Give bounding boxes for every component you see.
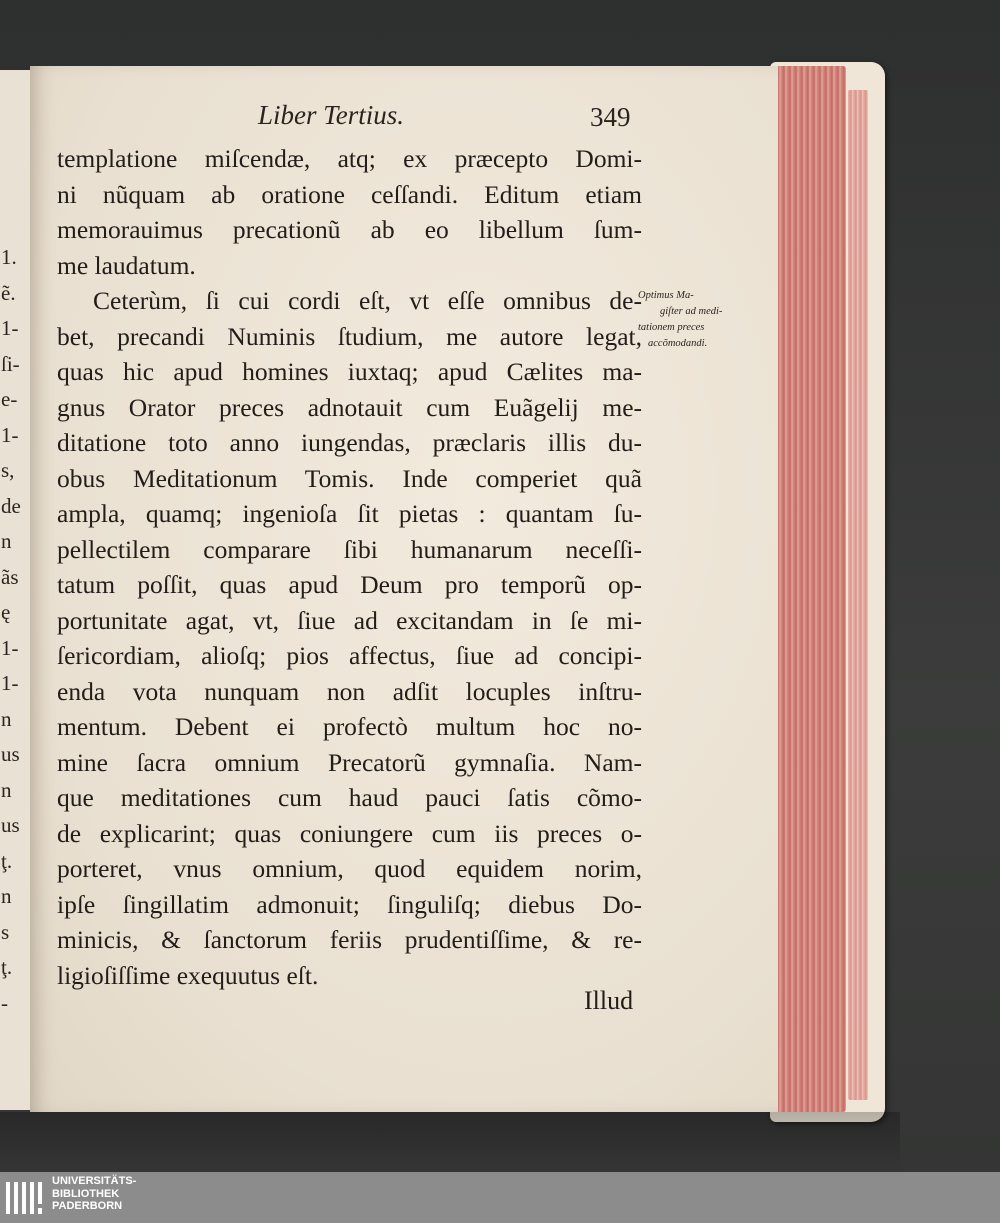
footer-bar [0,1172,1000,1223]
text-line: ſericordiam, alioſq; pios affectus, ſiue ad concipi- [57,641,642,670]
text-line: portunitate agat, vt, ſiue ad excitandam in ſe mi- [57,605,642,635]
marginal-note-line: tationem preces [638,322,705,333]
left-page-fragment: ãs [1,564,19,589]
left-page-fragments [0,240,30,1021]
left-page-fragment: ţ. [1,955,13,979]
left-page-fragment: e- [1,387,18,411]
left-page-fragment: 1- [1,422,19,447]
left-page-fragment: s [1,919,10,944]
left-page-fragment: us [1,813,20,837]
page-shadow [0,1112,900,1172]
marginal-note-line: Optimus Ma- [638,290,694,301]
left-page-fragment: ẽ. [1,280,16,305]
text-line: pellectilem comparare ſibi humanarum neceſſi- [57,534,642,564]
left-page-fragment: 1- [1,316,19,340]
text-line: que meditationes cum haud pauci ſatis cõmo- [57,783,642,812]
text-line: tatum poſſit, quas apud Deum pro temporũ op- [57,570,642,599]
left-page-fragment: n [1,706,12,731]
text-line: ni nũquam ab oratione ceſſandi. Editum etiam [57,179,642,209]
marginal-note-line: giſter ad medi- [660,306,723,317]
text-line: ditatione toto anno iungendas, præclaris illis du- [57,428,642,457]
library-logo-icon [4,1178,48,1218]
left-page-fragment: 1- [1,635,19,660]
text-line: Ceterùm, ſi cui cordi eſt, vt eſſe omnibus de- [93,286,642,315]
left-page-fragment: s, [1,458,15,482]
page-number: 349 [590,102,631,132]
text-line: me laudatum. [57,250,196,280]
text-line: templatione miſcendæ, atq; ex præcepto Domi- [57,144,642,173]
left-page-fragment: n [1,529,12,553]
logo-line: UNIVERSITÄTS- [52,1175,137,1187]
logo-line: BIBLIOTHEK [52,1187,120,1200]
text-line: obus Meditationum Tomis. Inde comperiet quã [57,463,642,493]
logo-line: PADERBORN [52,1200,123,1212]
left-page-fragment: us [1,742,20,766]
text-line: memorauimus precationũ ab eo libellum ſum- [57,215,642,244]
text-line: enda vota nunquam non adſit locuples inſtru- [57,676,642,706]
left-page-fragment: ę [1,600,11,624]
left-page-fragment: - [1,990,8,1015]
red-gilded-edge [776,66,846,1112]
marginal-note [638,288,746,352]
left-page-fragment: 1. [1,245,17,269]
text-line: quas hic apud homines iuxtaq; apud Cælites ma- [57,357,642,386]
page-header [258,100,638,140]
text-line: minicis, & ſanctorum feriis prudentiſſime, & re- [57,925,642,954]
left-page-fragment: ţ. [1,848,13,873]
text-line: mentum. Debent ei profectò multum hoc no- [57,712,642,741]
text-line: ampla, quamq; ingenioſa ſit pietas : quantam ſu- [57,499,642,528]
text-line: gnus Orator preces adnotauit cum Euãgelij me- [57,392,642,422]
text-line: ligioſiſſime exequutus eſt. [57,960,319,990]
red-gilded-edge-outer [848,90,868,1100]
text-line: de explicarint; quas coniungere cum iis preces o- [57,818,642,848]
marginal-note-line: accõmodandi. [648,338,708,349]
left-page-fragment: ſi- [1,351,20,376]
text-line: porteret, vnus omnium, quod equidem norim, [57,854,642,883]
catchword: Illud [584,986,634,1015]
text-line: ipſe ſingillatim admonuit; ſinguliſq; diebus Do- [57,889,642,919]
running-title: Liber Tertius. [258,100,405,130]
left-page-fragment: de [1,493,21,518]
body-text [57,141,642,993]
left-page-fragment: n [1,884,12,908]
library-logo-text [52,1175,136,1213]
text-line: mine ſacra omnium Precatorũ gymnaſia. Nam- [57,747,642,777]
left-page-fragment: n [1,777,12,802]
text-line: bet, precandi Numinis ſtudium, me autore legat, [57,321,642,351]
left-page-fragment: 1- [1,671,19,695]
